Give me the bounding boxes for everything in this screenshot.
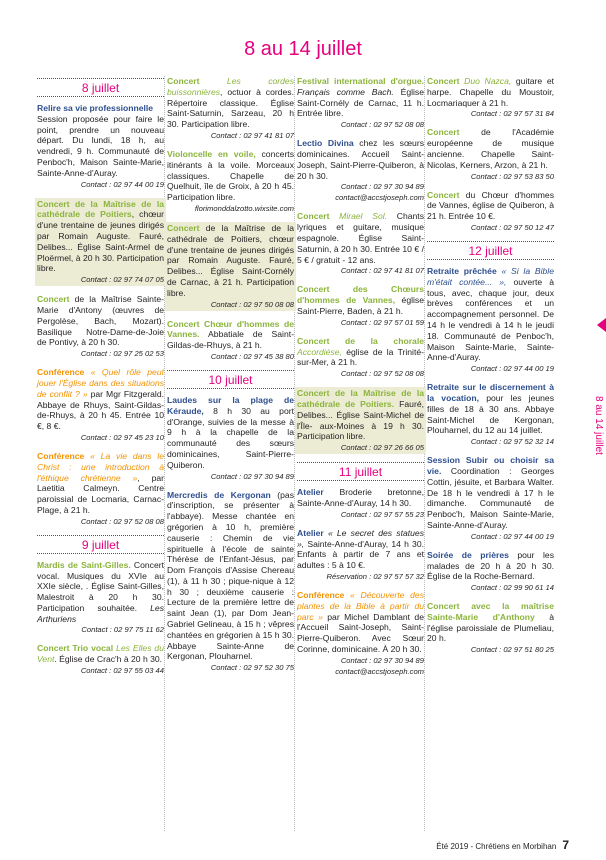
event-entry [427, 266, 554, 374]
event-contact: Contact : 02 97 51 80 25 [470, 645, 554, 655]
event-email[interactable]: contact@accstjoseph.com [335, 193, 424, 203]
event-contact: Contact : 02 97 52 32 14 [470, 437, 554, 447]
event-body: de la Maîtrise de la cathédrale de Poitiers, chœur d'une trentaine de jeunes dirigés par Romain Auguste. Fauré, Delibes... Église Saint-Cornély de Carnac, à 21 h. Participation libre. [167, 222, 294, 298]
event-title: Concert de la Maîtrise de la cathédrale de Poitiers [37, 198, 164, 220]
event-title-italic: « La vie dans le Christ : une introduction à l'éthique chrétienne » [37, 450, 164, 483]
event-title-italic: Les Elles du Vent [37, 643, 164, 665]
event-contact: Contact : 02 97 52 08 08 [80, 516, 164, 526]
event-entry [297, 487, 424, 520]
event-title: Concert [427, 76, 460, 86]
event-entry [167, 76, 294, 141]
event-body: , chœur d'une trentaine de jeunes dirigés par Romain Auguste. Fauré, Delibes... Église Saint-Armel de Ploërmel, à 20 h 30. Participation libre. [37, 209, 164, 274]
event-website[interactable]: florimonddalzotto.wixsite.com [194, 203, 294, 213]
event-body-italic: Les Arthuriens [37, 602, 164, 624]
event-body: Session proposée pour faire le point, prendre un nouveau départ. Du lundi, 18 h, au vendredi, 9 h. Communauté de Penboc'h, Maison Sainte-Marie, Sainte-Anne-d'Auray. [37, 113, 164, 178]
event-contact: Contact : 02 97 44 00 19 [80, 179, 164, 189]
event-body: Coordination : Georges Cottin, jésuite, et Barbara Walter. De 18 h le vendredi à 17 h le dimanche. Communauté de Penboc'h, Maison Sainte-Marie, Sainte-Anne-d'Auray. [427, 465, 554, 530]
event-contact: Contact : 02 97 44 00 19 [470, 531, 554, 541]
event-body-pre: Concert vocal. Musiques du XVI [37, 559, 164, 581]
event-body: (pas d'inscription, se présenter à l'abbaye). Messe chantée en grégorien à 10 h, première causerie : Chemin de vie spirituelle à l'école de sainte Thérèse de l'Enfant-Jésus, par Dom François d'Assise Chereau (1), à 11 h 30 ; pique-nique à 12 h 30 ; deuxième causerie : Lecture de la première lettre de saint Jean (1), par Dom Jean-Gabriel Gelineau, à 15 h ; vêpres chantées en grégorien à 15 h 30. Abbaye Sainte-Anne de Kergonan, Plouharnel. [167, 489, 294, 662]
event-contact: Contact : 02 97 57 55 23 [340, 509, 424, 519]
event-title-italic: Duo Nazca, [459, 76, 512, 86]
event-title: Festival international d'orgue. [297, 76, 424, 86]
event-contact: Contact : 02 97 41 81 07 [210, 130, 294, 140]
event-body: guitare et harpe. Chapelle du Moustoir, Locmariaquer à 21 h. [427, 76, 554, 108]
event-title: Concert Trio vocal [37, 643, 114, 654]
event-body: pour les jeunes filles de 18 à 30 ans. Abbaye Saint-Michel de Kergonan, Plouharnel, du 12 au 14 juillet. [427, 392, 554, 436]
section-heading-9-juillet: 9 juillet [37, 535, 164, 554]
event-contact: Contact : 02 97 74 07 05 [80, 275, 164, 285]
event-title: Concert [427, 127, 460, 138]
event-body: église Saint-Pierre, Baden, à 21 h. [297, 295, 424, 316]
event-title: Concert de la chorale [297, 335, 424, 346]
section-heading-12-juillet: 12 juillet [427, 241, 554, 260]
event-body: 8 h 30 au port d'Orange, suivies de la messe à 9 h à la chapelle de la communauté des sœurs dominicaines, Saint-Pierre-Quiberon. [167, 405, 294, 470]
event-title: Violoncelle en voile, [167, 148, 256, 159]
event-body: chez les sœurs dominicaines. Accueil Saint-Joseph, Saint-Pierre-Quiberon, à 20 h 30. [297, 138, 424, 181]
event-contact: Contact : 02 97 50 12 47 [470, 222, 554, 232]
column-2 [167, 76, 294, 681]
event-title: Concert Chœur d'hommes de Vannes. [167, 318, 294, 340]
event-title-italic: Français comme Bach. [297, 86, 394, 97]
event-title: Concert [167, 76, 200, 86]
event-body: pour les malades de 20 h à 20 h 30. Église de la Roche-Bernard. [427, 549, 554, 582]
event-title: Conférence [37, 367, 85, 378]
event-contact: Réservation : 02 97 57 57 32 [326, 571, 424, 581]
event-title: Lectio Divina [297, 138, 354, 149]
event-title-italic: Les cordes buissonnières [167, 76, 294, 97]
event-title: Concert de la Maîtrise de la cathédrale de Poitiers. [297, 388, 424, 409]
column-4 [427, 76, 554, 663]
event-contact: Contact : 02 97 57 31 84 [470, 109, 554, 119]
event-email[interactable]: contact@accstjoseph.com [335, 666, 424, 676]
event-title: Concert [297, 211, 330, 222]
page-title: 8 au 14 juillet [244, 38, 362, 60]
event-title: Concert [427, 189, 460, 200]
event-body: église de la Trinité-sur-Mer, à 21 h. [297, 346, 424, 368]
event-entry [167, 149, 294, 214]
event-title: Soirée de prières [427, 549, 509, 560]
event-contact: Contact : 02 97 52 08 08 [340, 369, 424, 379]
event-body: du Chœur d'hommes de Vannes, église de Quiberon, à 21 h. Entrée 10 €. [427, 189, 554, 222]
event-entry [37, 367, 164, 443]
event-entry [37, 643, 164, 676]
event-entry [37, 294, 164, 359]
page-footer [436, 838, 569, 852]
event-entry [297, 590, 424, 677]
event-entry [427, 550, 554, 593]
event-entry [37, 103, 164, 190]
event-body: Chants lyriques et guitare, musique espagnole. Église Saint-Saturnin, à 20 h 30. Entrée 10 € / 5 € / gratuit - 12 ans. [297, 211, 424, 265]
event-contact: Contact : 02 97 52 30 75 [210, 663, 294, 673]
event-contact: Contact : 02 97 25 02 53 [80, 349, 164, 359]
event-contact: Contact : 02 97 45 23 10 [80, 432, 164, 442]
column-3 [297, 76, 424, 685]
event-body: , par Laetitia Calmeyn. Centre paroissial de Locmaria, Carnac-Plage, à 21 h. [37, 472, 164, 515]
event-title: Concert [37, 294, 70, 305]
event-contact: Contact : 02 97 30 94 89 [340, 655, 424, 665]
event-body: à l'église paroissiale de Plumeliau, 20 h. [427, 611, 554, 644]
event-contact: Contact : 02 97 53 83 50 [470, 171, 554, 181]
event-contact: Contact : 02 97 75 11 62 [81, 625, 164, 635]
event-contact: Contact : 02 97 55 03 44 [80, 666, 164, 676]
footer-text: Été 2019 - Chrétiens en Morbihan [436, 842, 557, 851]
event-title: Concert des Chœurs d'hommes de Vannes, [297, 284, 424, 306]
event-contact: Contact : 02 99 90 61 14 [470, 583, 554, 593]
event-body: Fauré, Delibes... Église Saint-Michel de l'Île- aux-Moines à 19 h 30. Participation libre. [297, 398, 424, 442]
event-body: par Michel Damblant de l'Accueil Saint-Joseph, Saint-Pierre-Quiberon. Avec Sœur Corinne, dominicaine. À 20 h 30. [297, 611, 424, 654]
event-title: Atelier [297, 487, 324, 498]
event-contact: Contact : 02 97 52 08 08 [340, 120, 424, 130]
event-body: ouverte à tous, avec, chaque jour, deux brèves conférences et un accompagnement personnel. De 14 h le vendredi à 14 h le jeudi 18. Communauté de Penboc'h, Maison Sainte-Marie, Sainte-Anne-d'Auray. [427, 276, 555, 363]
event-title: Retraite prêchée [427, 265, 497, 276]
event-entry [427, 127, 554, 181]
event-body: e au XXIe siècle, . Église Saint-Gilles, Malestroit à 20 h 30. Participation souhaitée. [37, 570, 164, 613]
event-body: par Mgr Fitzgerald. Abbaye de Rhuys, Saint-Gildas-de-Rhuys, à 20 h 45. Entrée 10 €, 8 €. [37, 388, 164, 432]
event-contact: Contact : 02 97 26 66 05 [340, 443, 424, 453]
section-heading-10-juillet: 10 juillet [167, 370, 294, 389]
event-entry [35, 198, 166, 287]
event-title: Mardis de Saint-Gilles. [37, 559, 131, 570]
page-number: 7 [562, 838, 569, 852]
event-title-italic: « Quel rôle peut jouer l'Église dans des situations de conflit ? » [37, 367, 164, 399]
event-title: Session Subir ou choisir sa vie. [427, 455, 554, 476]
event-entry [427, 190, 554, 233]
event-title-italic: Accordiése, [297, 346, 342, 357]
event-body: Église Saint-Cornély de Carnac, 11 h. Entrée libre. [297, 86, 424, 119]
event-title-italic: « Le secret des statues », [297, 527, 424, 549]
event-entry [167, 319, 294, 362]
event-title: Concert avec la maîtrise Sainte-Marie d'Anthony [427, 601, 554, 622]
event-entry [297, 211, 424, 276]
side-label: 8 au 14 juillet [593, 396, 605, 455]
side-tab-marker [597, 318, 606, 332]
event-entry [165, 222, 296, 311]
event-entry [167, 395, 294, 482]
event-body: . Église de Crac'h à 20 h 30. [54, 654, 163, 665]
event-title: Relire sa vie professionnelle [37, 103, 154, 113]
event-title-italic: « Si la Bible m'était contée... », [427, 265, 554, 287]
event-entry [297, 284, 424, 327]
section-heading-11-juillet: 11 juillet [297, 462, 424, 481]
event-entry [297, 336, 424, 379]
column-1 [37, 76, 164, 684]
event-title: Mercredis de Kergonan [167, 489, 271, 500]
event-entry [427, 76, 554, 119]
event-entry [427, 455, 554, 542]
event-contact: Contact : 02 97 41 81 07 [340, 266, 424, 276]
event-body: de l'Académie européenne de musique ancienne. Chapelle Saint-Nicolas, Kerners, Arzon, à 21 h. [427, 127, 554, 170]
event-contact: Contact : 02 97 45 38 80 [210, 351, 294, 361]
event-title: Conférence [37, 450, 85, 461]
event-contact: Contact : 02 97 44 00 19 [470, 364, 554, 374]
event-entry [37, 560, 164, 636]
event-body: , octuor à cordes. Répertoire classique. Église Saint-Saturnin, Sarzeau, 20 h 30. Participation libre. [167, 86, 294, 130]
event-entry [297, 76, 424, 130]
event-entry [297, 138, 424, 203]
event-title: Retraite sur le discernement à la vocation, [427, 382, 554, 403]
event-contact: Contact : 02 97 57 01 59 [340, 317, 424, 327]
event-title: Atelier [297, 527, 324, 538]
event-title-italic: « Découverte des plantes de la Bible à partir du parc » [297, 589, 424, 622]
event-contact: Contact : 02 97 50 08 08 [210, 299, 294, 309]
event-entry [297, 528, 424, 582]
event-entry [295, 387, 426, 454]
event-body: Sainte-Anne-d'Auray, 14 h 30. Enfants à partir de 7 ans et adultes : 5 à 10 €. [297, 538, 424, 571]
event-contact: Contact : 02 97 30 94 89 [340, 182, 424, 192]
event-body: Abbatiale de Saint-Gildas-de-Rhuys, à 21 h. [167, 329, 294, 351]
event-body: de la Maîtrise Sainte-Marie d'Antony (œuvres de Pergolèse, Bach, Mozart). Basilique Notre-Dame-de-Joie de Pontivy, à 20 h 30. [37, 294, 164, 348]
event-body: concerts itinérants à la voile. Morceaux classiques. Chapelle de Quelhuit, île de Groix, à 20 h 45. Participation libre. [167, 148, 294, 203]
column-divider [164, 76, 165, 831]
event-entry [167, 490, 294, 674]
event-title: Laudes sur la plage de Kéraude, [167, 394, 294, 416]
event-contact: Contact : 02 97 30 94 89 [210, 471, 294, 481]
event-entry [427, 382, 554, 447]
event-entry [427, 601, 554, 655]
event-title: Conférence [297, 589, 345, 600]
event-entry [37, 451, 164, 527]
section-heading-8-juillet: 8 juillet [37, 78, 164, 97]
event-body: Broderie bretonne, Sainte-Anne-d'Auray, 14 h 30. [297, 487, 424, 508]
event-title-italic: Mirael Sol. [329, 211, 388, 222]
event-title: Concert [167, 222, 200, 233]
